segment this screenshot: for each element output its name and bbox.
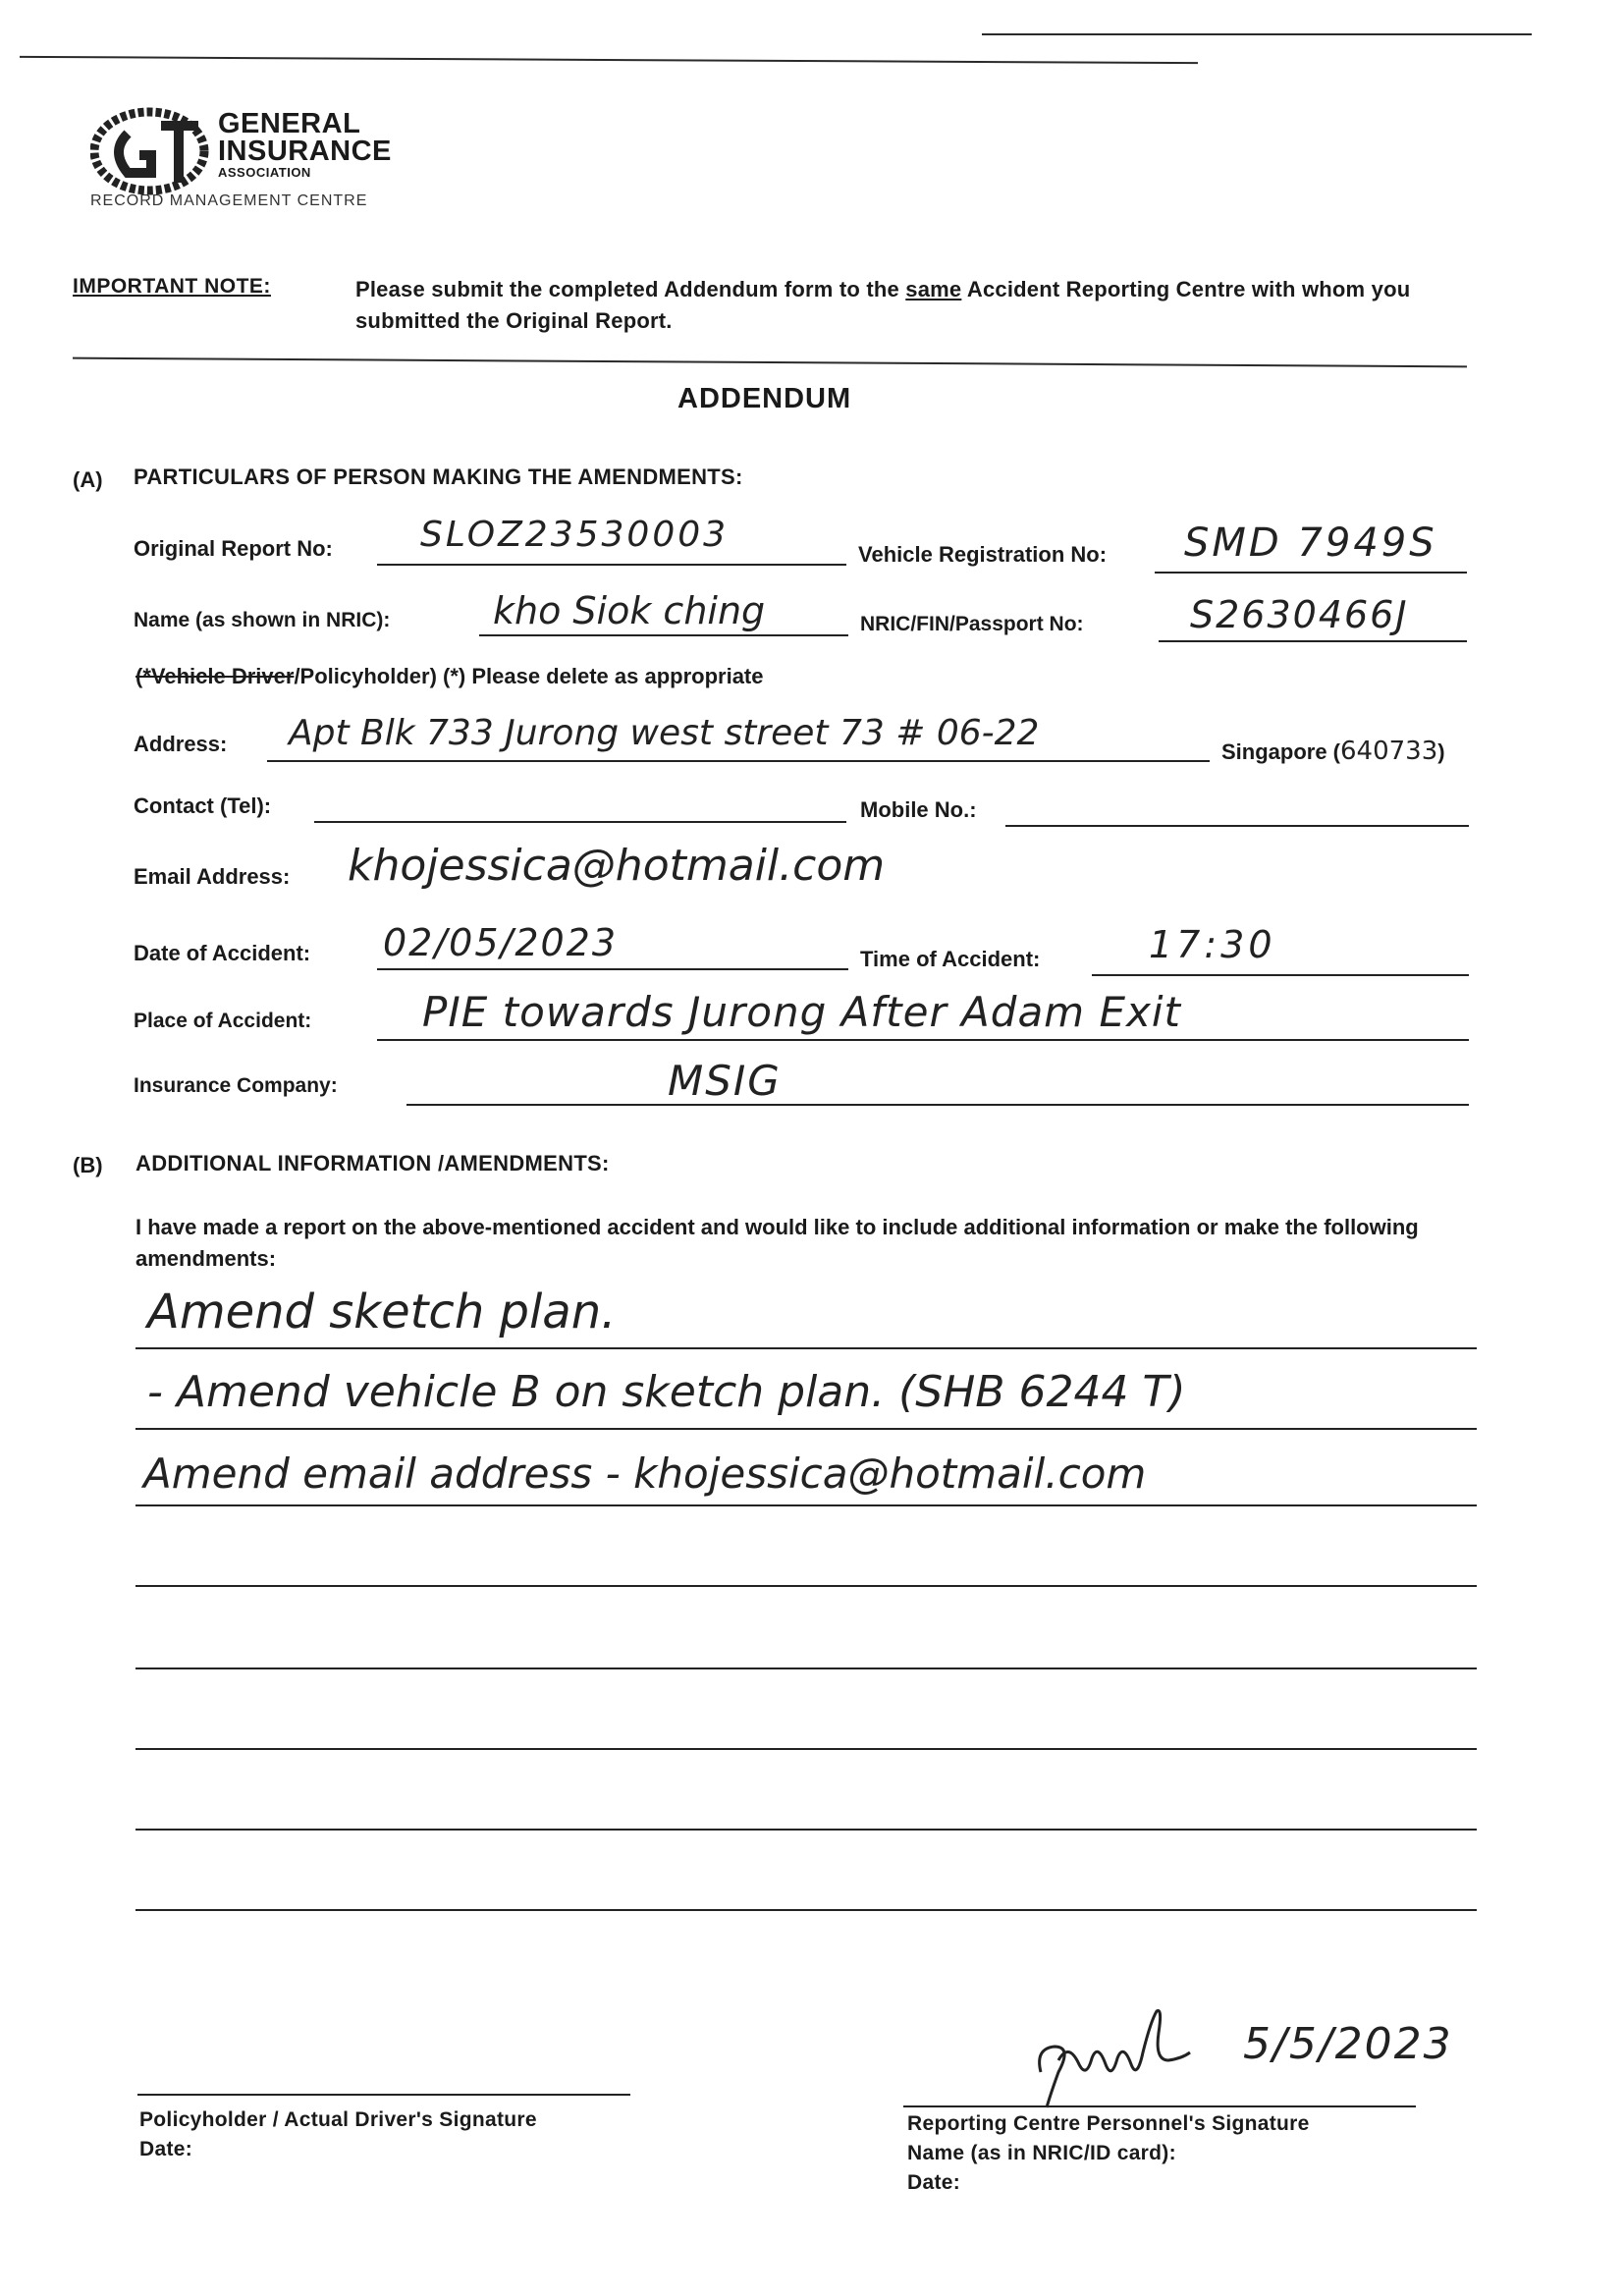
delete-note-rest: /Policyholder) (*) Please delete as appropriate — [294, 664, 764, 688]
email-value[interactable]: khojessica@hotmail.com — [348, 841, 886, 891]
place-of-accident-line — [377, 1039, 1469, 1041]
note-text-underlined: same — [905, 277, 962, 301]
personnel-signature-label: Reporting Centre Personnel's Signature — [907, 2112, 1310, 2135]
amendment-line-2 — [135, 1428, 1477, 1430]
amendment-line-8 — [135, 1909, 1477, 1911]
note-text-part2: Accident Reporting Centre with whom you submitted the Original Report. — [355, 277, 1411, 333]
singapore-close-paren: ) — [1437, 739, 1445, 764]
insurance-company-label: Insurance Company: — [134, 1074, 338, 1097]
vehicle-registration-value[interactable]: SMD 7949S — [1184, 520, 1437, 566]
nric-line — [1159, 640, 1467, 642]
place-of-accident-value[interactable]: PIE towards Jurong After Adam Exit — [422, 988, 1181, 1036]
contact-tel-line — [314, 821, 846, 823]
scan-edge-line-right — [982, 33, 1532, 35]
logo-word-general: GENERAL — [218, 108, 361, 139]
vehicle-registration-label: Vehicle Registration No: — [858, 542, 1108, 567]
email-label: Email Address: — [134, 864, 291, 889]
nric-label: NRIC/FIN/Passport No: — [860, 613, 1084, 635]
name-label: Name (as shown in NRIC): — [134, 609, 391, 631]
name-line — [479, 634, 848, 636]
original-report-no-value[interactable]: SLOZ23530003 — [420, 515, 730, 555]
personnel-name-label: Name (as in NRIC/ID card): — [907, 2142, 1176, 2164]
section-a-heading: PARTICULARS OF PERSON MAKING THE AMENDMENTS: — [134, 465, 743, 489]
date-of-accident-value[interactable]: 02/05/2023 — [383, 921, 619, 964]
amendment-line-3 — [135, 1504, 1477, 1506]
time-of-accident-value[interactable]: 17:30 — [1149, 923, 1276, 966]
struck-vehicle-driver: (*Vehicle Driver — [135, 664, 295, 688]
amendment-line-1-text[interactable]: Amend sketch plan. — [147, 1285, 617, 1339]
policyholder-signature-label: Policyholder / Actual Driver's Signature — [139, 2108, 537, 2131]
logo-word-insurance: INSURANCE — [218, 136, 392, 167]
personnel-handwritten-date[interactable]: 5/5/2023 — [1243, 2019, 1453, 2069]
amendment-line-5 — [135, 1667, 1477, 1669]
name-value[interactable]: kho Siok ching — [493, 589, 766, 632]
time-of-accident-label: Time of Accident: — [860, 947, 1041, 971]
section-a-letter: (A) — [73, 467, 103, 492]
scan-edge-line — [20, 56, 1198, 64]
postcode-value[interactable]: 640733 — [1340, 737, 1438, 766]
logo-subtitle: RECORD MANAGEMENT CENTRE — [90, 192, 368, 209]
insurance-company-line — [406, 1104, 1469, 1106]
page-title: ADDENDUM — [677, 383, 852, 414]
gia-logo-mark-icon — [90, 104, 218, 202]
personnel-signature-line — [903, 2105, 1416, 2107]
amendment-line-2-text[interactable]: - Amend vehicle B on sketch plan. (SHB 6244 T) — [147, 1367, 1186, 1417]
address-label: Address: — [134, 732, 228, 756]
insurance-company-value[interactable]: MSIG — [668, 1057, 782, 1105]
policyholder-signature-line — [137, 2094, 630, 2096]
logo-wordmark — [218, 110, 392, 181]
vehicle-registration-line — [1155, 572, 1467, 574]
delete-as-appropriate-note — [135, 664, 764, 689]
personnel-date-label: Date: — [907, 2171, 961, 2194]
important-note-text — [355, 274, 1465, 337]
singapore-label: Singapore ( — [1221, 739, 1341, 764]
personnel-signature-block — [907, 2109, 1310, 2198]
address-line — [267, 760, 1210, 762]
mobile-no-label: Mobile No.: — [860, 797, 977, 822]
note-text-part1: Please submit the completed Addendum form to the — [355, 277, 906, 301]
amendment-line-6 — [135, 1748, 1477, 1750]
important-note-label: IMPORTANT NOTE: — [73, 275, 271, 298]
amendment-line-7 — [135, 1829, 1477, 1831]
contact-tel-label: Contact (Tel): — [134, 793, 272, 818]
mobile-no-line — [1005, 825, 1469, 827]
amendment-line-3-text[interactable]: Amend email address - khojessica@hotmail.com — [143, 1449, 1147, 1498]
original-report-no-line — [377, 564, 846, 566]
address-value[interactable]: Apt Blk 733 Jurong west street 73 # 06-22 — [289, 713, 1040, 753]
gia-logo — [90, 96, 424, 234]
policyholder-date-label: Date: — [139, 2138, 193, 2160]
section-b-letter: (B) — [73, 1153, 103, 1177]
place-of-accident-label: Place of Accident: — [134, 1010, 312, 1032]
date-of-accident-label: Date of Accident: — [134, 941, 311, 965]
amendment-line-1 — [135, 1347, 1477, 1349]
note-divider — [73, 357, 1467, 368]
personnel-signature-scribble — [1021, 2003, 1218, 2111]
singapore-postcode — [1221, 737, 1445, 766]
amendment-statement: I have made a report on the above-mentioned accident and would like to include additional information or make the following amendments: — [135, 1215, 1419, 1271]
original-report-no-label: Original Report No: — [134, 536, 333, 561]
policyholder-signature-block — [139, 2105, 537, 2164]
nric-value[interactable]: S2630466J — [1190, 593, 1409, 636]
logo-word-association: ASSOCIATION — [218, 165, 311, 180]
amendment-line-4 — [135, 1585, 1477, 1587]
date-of-accident-line — [377, 968, 848, 970]
section-b-heading: ADDITIONAL INFORMATION /AMENDMENTS: — [135, 1151, 610, 1175]
time-of-accident-line — [1092, 974, 1469, 976]
